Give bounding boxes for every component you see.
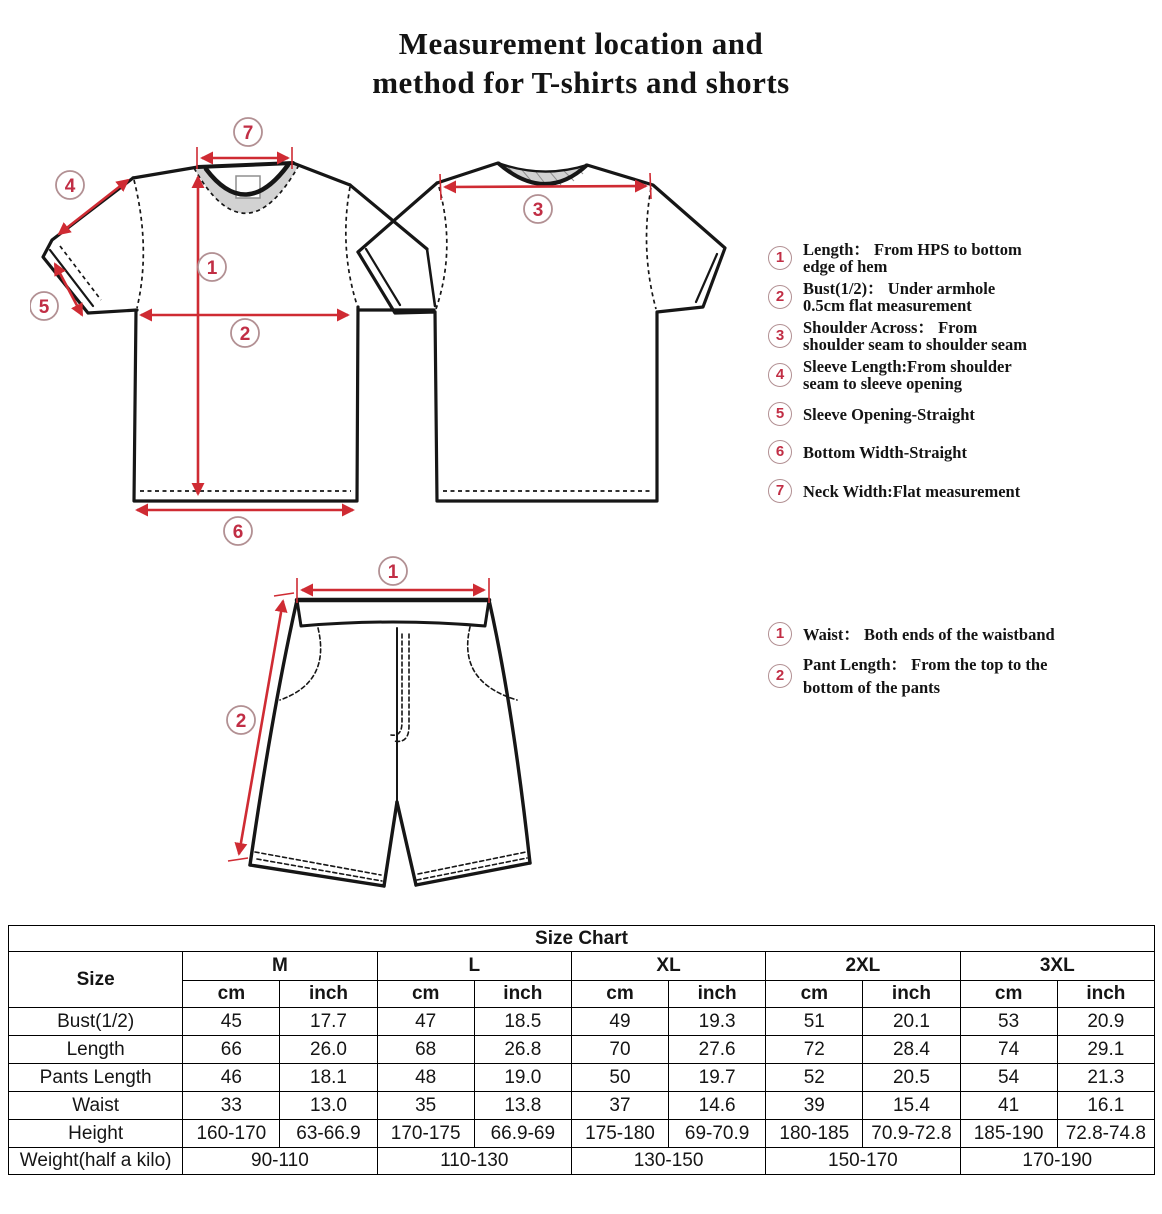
table-cell: 46 [183,1064,280,1092]
legend-text: Neck Width:Flat measurement [803,481,1021,501]
legend-item-neck-width [768,479,1143,503]
size-chart-title: Size Chart [9,926,1155,952]
back-tee-seams [436,187,656,491]
unit-cell: cm [766,981,863,1008]
table-row-length [9,1036,1155,1064]
callout-6 [224,517,252,545]
row-label: Length [9,1036,183,1064]
legend-item-length [768,241,1143,275]
table-row-weight [9,1148,1155,1175]
table-cell: 49 [571,1008,668,1036]
table-row-height [9,1120,1155,1148]
table-cell: 16.1 [1057,1092,1154,1120]
size-col-3xl: 3XL [960,952,1154,981]
legend-item-shoulder [768,319,1143,353]
svg-text:7: 7 [242,123,254,144]
legend-item-sleeve-opening [768,402,1143,426]
legend-text: Shoulder Across： From shoulder seam to shoulder seam [803,318,1027,354]
shorts-legend [768,615,1162,725]
table-cell: 20.5 [863,1064,960,1092]
svg-text:1: 1 [206,258,218,279]
callout-5 [30,292,58,320]
table-cell: 41 [960,1092,1057,1120]
legend-item-bottom-width [768,440,1143,464]
svg-text:5: 5 [38,297,50,318]
size-chart-table [8,925,1155,1175]
table-cell: 26.0 [280,1036,377,1064]
table-cell: 74 [960,1036,1057,1064]
table-cell: 54 [960,1064,1057,1092]
table-cell: 13.8 [474,1092,571,1120]
table-cell: 52 [766,1064,863,1092]
legend-item-sleeve-length [768,358,1143,392]
table-cell: 47 [377,1008,474,1036]
table-cell: 175-180 [571,1120,668,1148]
table-cell: 45 [183,1008,280,1036]
table-cell: 15.4 [863,1092,960,1120]
table-cell: 180-185 [766,1120,863,1148]
table-cell: 50 [571,1064,668,1092]
table-cell: 72 [766,1036,863,1064]
size-corner-cell: Size [9,952,183,1008]
table-cell: 170-175 [377,1120,474,1148]
callout-2 [231,319,259,347]
table-cell: 20.1 [863,1008,960,1036]
table-cell: 37 [571,1092,668,1120]
page-title-line1: Measurement location and [398,26,764,61]
table-cell: 19.3 [669,1008,766,1036]
legend-text: Waist： Both ends of the waistband [803,624,1055,644]
table-cell: 48 [377,1064,474,1092]
svg-text:4: 4 [64,176,76,197]
callout-badge: 1 [768,246,792,270]
table-cell: 18.5 [474,1008,571,1036]
callout-badge: 7 [768,479,792,503]
table-cell: 63-66.9 [280,1120,377,1148]
callout-4 [56,171,84,199]
unit-cell: cm [960,981,1057,1008]
table-cell: 35 [377,1092,474,1120]
size-col-l: L [377,952,571,981]
callout-badge: 5 [768,402,792,426]
callout-pant-length [227,706,255,734]
legend-text: Bust(1/2)： Under armhole 0.5cm flat measurement [803,279,996,315]
callout-badge: 6 [768,440,792,464]
unit-cell: inch [1057,981,1154,1008]
table-cell: 18.1 [280,1064,377,1092]
table-cell: 66.9-69 [474,1120,571,1148]
table-cell: 19.0 [474,1064,571,1092]
row-label: Bust(1/2) [9,1008,183,1036]
legend-item-pant-length [768,653,1143,699]
table-cell: 68 [377,1036,474,1064]
row-label: Pants Length [9,1064,183,1092]
table-row-bust [9,1008,1155,1036]
legend-text: Sleeve Length:From shoulder seam to sleeve opening [803,357,1012,393]
table-cell: 110-130 [377,1148,571,1175]
shorts-measurement-diagram [213,550,563,915]
table-cell: 72.8-74.8 [1057,1120,1154,1148]
table-cell: 29.1 [1057,1036,1154,1064]
tshirt-legend [768,238,1162,518]
unit-cell: inch [280,981,377,1008]
svg-text:3: 3 [532,200,544,221]
legend-text: Length： From HPS to bottom edge of hem [803,240,1022,276]
size-col-xl: XL [571,952,765,981]
unit-cell: cm [377,981,474,1008]
table-cell: 90-110 [183,1148,377,1175]
legend-text: Bottom Width-Straight [803,442,967,462]
table-cell: 26.8 [474,1036,571,1064]
callout-badge: 2 [768,285,792,309]
table-cell: 20.9 [1057,1008,1154,1036]
table-cell: 14.6 [669,1092,766,1120]
legend-text: Sleeve Opening-Straight [803,404,975,424]
table-cell: 27.6 [669,1036,766,1064]
table-cell: 53 [960,1008,1057,1036]
svg-text:1: 1 [387,562,399,583]
table-cell: 13.0 [280,1092,377,1120]
table-cell: 185-190 [960,1120,1057,1148]
shorts-arrows [228,578,489,861]
table-title-row [9,926,1155,952]
unit-cell: inch [669,981,766,1008]
callout-badge: 1 [768,622,792,646]
callout-1 [198,253,226,281]
table-cell: 70.9-72.8 [863,1120,960,1148]
measurement-arrows [55,147,651,510]
size-col-m: M [183,952,377,981]
row-label: Waist [9,1092,183,1120]
legend-item-bust [768,280,1143,314]
callout-badge: 2 [768,664,792,688]
size-col-2xl: 2XL [766,952,960,981]
legend-text: Pant Length： From the top to the bottom of the pants [803,655,1048,697]
table-row-waist [9,1092,1155,1120]
table-cell: 69-70.9 [669,1120,766,1148]
callout-badge: 4 [768,363,792,387]
legend-item-waist [768,622,1143,646]
svg-text:2: 2 [239,324,251,345]
front-tee-seams [60,165,357,491]
unit-cell: cm [183,981,280,1008]
table-cell: 170-190 [960,1148,1154,1175]
table-cell: 130-150 [571,1148,765,1175]
table-cell: 28.4 [863,1036,960,1064]
page-title-line2: method for T-shirts and shorts [372,65,790,100]
row-label: Height [9,1120,183,1148]
unit-cell: inch [863,981,960,1008]
table-cell: 17.7 [280,1008,377,1036]
table-cell: 33 [183,1092,280,1120]
tshirt-measurement-diagram [30,110,760,560]
callout-badge: 3 [768,324,792,348]
table-cell: 19.7 [669,1064,766,1092]
shorts-outline [250,600,530,886]
table-cell: 70 [571,1036,668,1064]
callout-7 [234,118,262,146]
page-title [0,24,1162,102]
unit-cell: cm [571,981,668,1008]
table-cell: 21.3 [1057,1064,1154,1092]
svg-text:6: 6 [232,522,244,543]
table-cell: 39 [766,1092,863,1120]
table-row-pants-length [9,1064,1155,1092]
table-cell: 66 [183,1036,280,1064]
table-cell: 150-170 [766,1148,960,1175]
callout-waist [379,557,407,585]
svg-text:2: 2 [235,711,247,732]
table-size-header-row [9,952,1155,981]
unit-cell: inch [474,981,571,1008]
table-cell: 160-170 [183,1120,280,1148]
table-cell: 51 [766,1008,863,1036]
callout-3 [524,195,552,223]
row-label: Weight(half a kilo) [9,1148,183,1175]
